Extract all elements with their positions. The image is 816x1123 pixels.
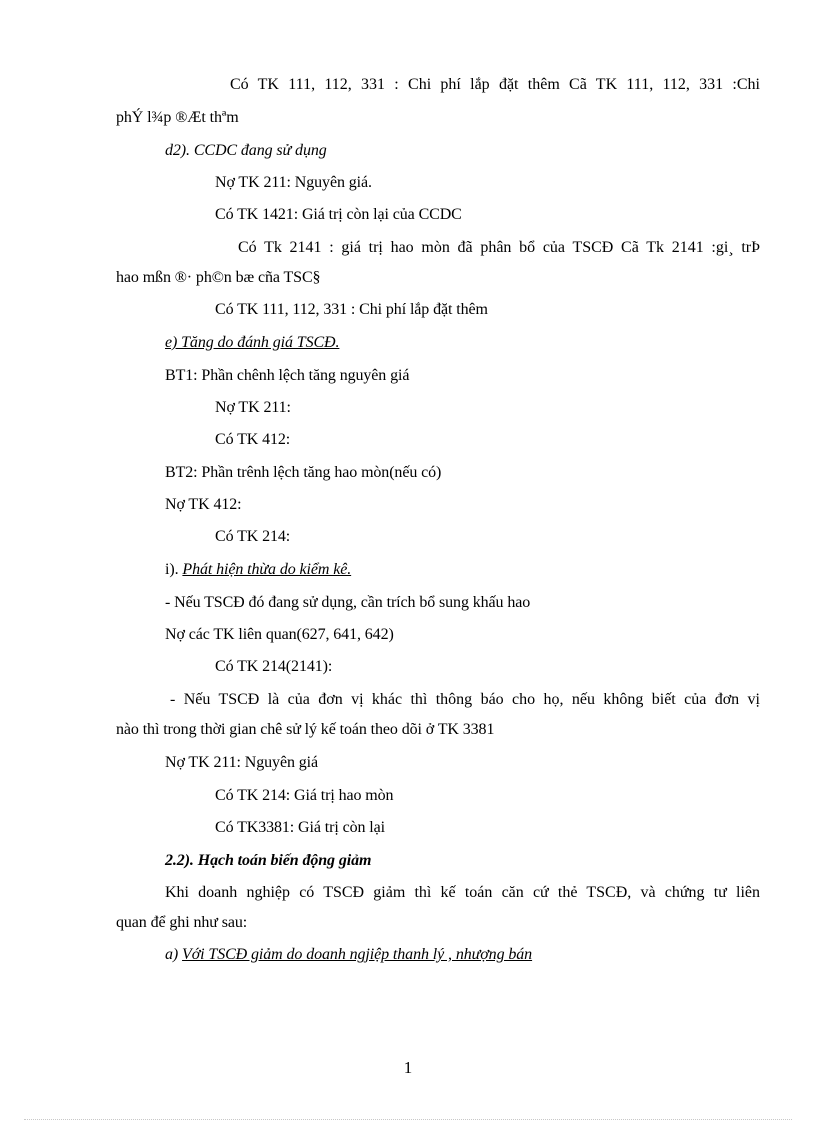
text-line-8: Có TK 111, 112, 331 : Chi phí lắp đặt thêm: [215, 301, 488, 318]
text-line-2: phÝ l¾p ®Æt thªm: [116, 109, 239, 126]
text-line-13: BT2: Phần trênh lệch tăng hao mòn(nếu có): [165, 464, 442, 481]
page-bottom-rule: [24, 1119, 792, 1120]
text-line-4: Nợ TK 211: Nguyên giá.: [215, 174, 372, 191]
text-line-20: Có TK 214(2141):: [215, 658, 333, 675]
text-line-11: Nợ TK 211:: [215, 399, 291, 416]
text-line-27: Khi doanh nghiệp có TSCĐ giảm thì kế toán căn cứ thẻ TSCĐ, và chứng tư liên: [165, 884, 760, 901]
subheading-d2: d2). CCDC đang sử dụng: [165, 142, 327, 159]
text-line-15: Có TK 214:: [215, 528, 291, 545]
subheading-a: [165, 945, 532, 965]
text-line-1: Có TK 111, 112, 331 : Chi phí lắp đặt thêm Cã TK 111, 112, 331 :Chi: [230, 76, 760, 93]
text-line-25: Có TK3381: Giá trị còn lại: [215, 819, 385, 836]
text-line-10: BT1: Phần chênh lệch tăng nguyên giá: [165, 367, 410, 384]
subheading-i: [165, 560, 351, 580]
section-heading-2-2: 2.2). Hạch toán biến động giảm: [165, 852, 372, 869]
subheading-e-text: e) Tăng do đánh giá TSCĐ.: [165, 334, 340, 351]
text-line-5: Có TK 1421: Giá trị còn lại của CCDC: [215, 206, 462, 223]
subheading-a-letter: a): [165, 946, 179, 963]
text-line-7: hao mßn ®· ph©n bæ cña TSC§: [116, 269, 321, 286]
text-line-6: Có Tk 2141 : giá trị hao mòn đã phân bổ của TSCĐ Cã Tk 2141 :gi¸ trÞ: [238, 239, 760, 256]
text-line-12: Có TK 412:: [215, 431, 291, 448]
text-line-18: - Nếu TSCĐ đó đang sử dụng, cần trích bổ sung khấu hao: [165, 594, 531, 611]
text-line-24: Có TK 214: Giá trị hao mòn: [215, 787, 394, 804]
text-line-23: Nợ TK 211: Nguyên giá: [165, 754, 319, 771]
text-line-28: quan để ghi như sau:: [116, 914, 248, 931]
subheading-e: [165, 333, 339, 353]
page-number: 1: [403, 1058, 413, 1077]
text-line-22: nào thì trong thời gian chê sử lý kế toán theo dõi ở TK 3381: [116, 721, 495, 738]
text-line-14: Nợ TK 412:: [165, 496, 242, 513]
subheading-a-text: Với TSCĐ giảm do doanh ngjiệp thanh lý , nhượng bán: [182, 946, 533, 963]
subheading-i-number: i).: [165, 561, 179, 578]
subheading-i-text: Phát hiện thừa do kiểm kê.: [182, 561, 352, 578]
text-line-21: - Nếu TSCĐ là của đơn vị khác thì thông báo cho họ, nếu không biết của đơn vị: [170, 691, 760, 708]
text-line-19: Nợ các TK liên quan(627, 641, 642): [165, 626, 394, 643]
